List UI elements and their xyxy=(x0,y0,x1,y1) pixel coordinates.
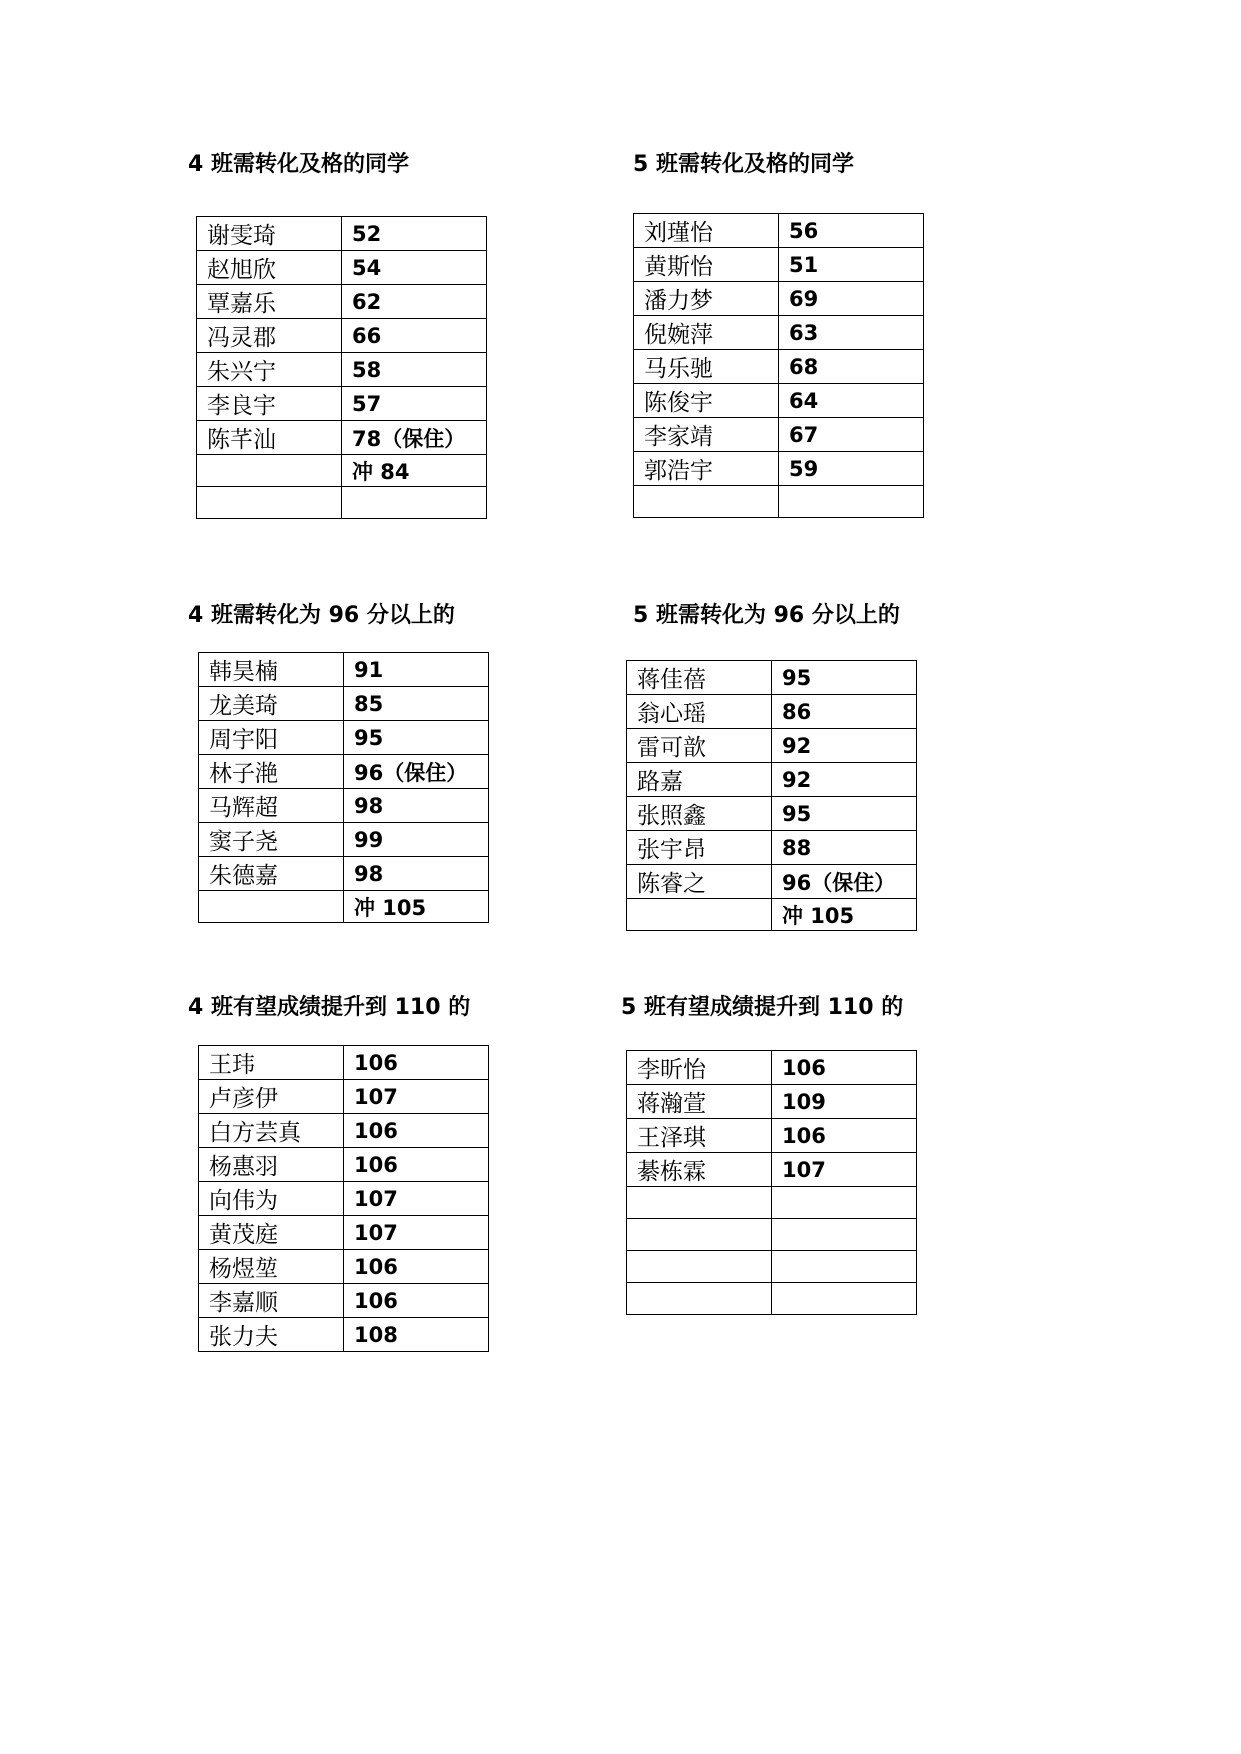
table-row xyxy=(627,763,917,797)
table-row xyxy=(199,721,489,755)
student-name: 陈俊宇 xyxy=(634,384,779,418)
student-score: 106 xyxy=(772,1051,917,1085)
table-row xyxy=(627,1153,917,1187)
student-score: 95 xyxy=(772,661,917,695)
table-row xyxy=(199,1114,489,1148)
student-score: 冲 105 xyxy=(344,891,489,923)
table-row xyxy=(197,319,487,353)
table-row xyxy=(199,1080,489,1114)
student-score: 67 xyxy=(779,418,924,452)
student-name: 李昕怡 xyxy=(627,1051,772,1085)
student-score: 56 xyxy=(779,214,924,248)
table-row xyxy=(627,1219,917,1251)
student-name: 覃嘉乐 xyxy=(197,285,342,319)
student-score: 69 xyxy=(779,282,924,316)
student-score: 59 xyxy=(779,452,924,486)
student-score: 106 xyxy=(344,1114,489,1148)
student-name xyxy=(627,1219,772,1251)
student-score: 106 xyxy=(344,1148,489,1182)
student-score xyxy=(772,1251,917,1283)
table-row xyxy=(634,350,924,384)
student-name: 李家靖 xyxy=(634,418,779,452)
table-row xyxy=(627,1119,917,1153)
student-name: 王泽琪 xyxy=(627,1119,772,1153)
student-score: 98 xyxy=(344,857,489,891)
student-name: 林子滟 xyxy=(199,755,344,789)
section-title-class5-96: 5 班需转化为 96 分以上的 xyxy=(633,603,900,628)
table-row xyxy=(627,797,917,831)
student-score xyxy=(772,1187,917,1219)
student-name: 雷可歆 xyxy=(627,729,772,763)
student-name: 窦子尧 xyxy=(199,823,344,857)
section-title-class4-pass: 4 班需转化及格的同学 xyxy=(188,152,409,177)
student-score: 106 xyxy=(344,1046,489,1080)
table-row xyxy=(627,1251,917,1283)
table-row xyxy=(627,865,917,899)
student-name: 张力夫 xyxy=(199,1318,344,1352)
student-score: 108 xyxy=(344,1318,489,1352)
table-row xyxy=(199,823,489,857)
student-score: 96（保住） xyxy=(772,865,917,899)
student-score: 107 xyxy=(344,1080,489,1114)
table-row xyxy=(627,1283,917,1315)
student-name xyxy=(197,455,342,487)
student-name: 卢彦伊 xyxy=(199,1080,344,1114)
student-name: 张宇昂 xyxy=(627,831,772,865)
table-row xyxy=(197,353,487,387)
table-row xyxy=(197,387,487,421)
table-row xyxy=(199,857,489,891)
table-row xyxy=(199,789,489,823)
student-name: 倪婉萍 xyxy=(634,316,779,350)
student-score: 106 xyxy=(344,1284,489,1318)
table-row xyxy=(199,1250,489,1284)
student-score: 52 xyxy=(342,217,487,251)
section-title-class4-110: 4 班有望成绩提升到 110 的 xyxy=(188,995,471,1020)
table-row xyxy=(634,418,924,452)
student-score: 78（保住） xyxy=(342,421,487,455)
table-row xyxy=(634,214,924,248)
table-row xyxy=(634,282,924,316)
student-name xyxy=(199,891,344,923)
student-name: 杨煜堃 xyxy=(199,1250,344,1284)
table-row xyxy=(197,285,487,319)
student-score: 68 xyxy=(779,350,924,384)
table-class5-110 xyxy=(626,1050,917,1315)
student-name: 白方芸真 xyxy=(199,1114,344,1148)
section-title-class5-110: 5 班有望成绩提升到 110 的 xyxy=(621,995,904,1020)
student-name: 冯灵郡 xyxy=(197,319,342,353)
student-score: 91 xyxy=(344,653,489,687)
student-name xyxy=(627,1283,772,1315)
student-name xyxy=(627,899,772,931)
student-score: 85 xyxy=(344,687,489,721)
table-row xyxy=(627,695,917,729)
student-name: 赵旭欣 xyxy=(197,251,342,285)
student-score xyxy=(779,486,924,518)
student-score: 98 xyxy=(344,789,489,823)
student-score: 107 xyxy=(772,1153,917,1187)
table-row xyxy=(634,316,924,350)
student-score: 63 xyxy=(779,316,924,350)
student-name xyxy=(627,1251,772,1283)
student-score: 95 xyxy=(344,721,489,755)
table-row xyxy=(199,1046,489,1080)
table-row xyxy=(197,217,487,251)
table-row xyxy=(627,661,917,695)
table-row xyxy=(634,486,924,518)
student-score: 62 xyxy=(342,285,487,319)
student-name: 马乐驰 xyxy=(634,350,779,384)
student-name: 李嘉顺 xyxy=(199,1284,344,1318)
student-score: 107 xyxy=(344,1182,489,1216)
student-score: 51 xyxy=(779,248,924,282)
student-score: 86 xyxy=(772,695,917,729)
student-name xyxy=(197,487,342,519)
table-row xyxy=(199,755,489,789)
table-row xyxy=(199,891,489,923)
student-score: 107 xyxy=(344,1216,489,1250)
student-name: 綦栋霖 xyxy=(627,1153,772,1187)
student-score: 57 xyxy=(342,387,487,421)
student-name: 刘瑾怡 xyxy=(634,214,779,248)
student-name: 陈睿之 xyxy=(627,865,772,899)
table-row xyxy=(199,1182,489,1216)
student-name: 龙美琦 xyxy=(199,687,344,721)
table-row xyxy=(634,384,924,418)
table-row xyxy=(634,452,924,486)
table-row xyxy=(199,653,489,687)
table-row xyxy=(197,487,487,519)
student-name xyxy=(634,486,779,518)
section-title-class4-96: 4 班需转化为 96 分以上的 xyxy=(188,603,455,628)
student-score xyxy=(772,1283,917,1315)
student-name: 杨惠羽 xyxy=(199,1148,344,1182)
student-name: 谢雯琦 xyxy=(197,217,342,251)
section-title-class5-pass: 5 班需转化及格的同学 xyxy=(633,152,854,177)
student-name: 周宇阳 xyxy=(199,721,344,755)
student-score: 106 xyxy=(772,1119,917,1153)
student-score: 66 xyxy=(342,319,487,353)
student-score: 95 xyxy=(772,797,917,831)
student-name: 路嘉 xyxy=(627,763,772,797)
table-row xyxy=(199,687,489,721)
student-name: 郭浩宇 xyxy=(634,452,779,486)
student-score: 58 xyxy=(342,353,487,387)
student-name: 韩昊楠 xyxy=(199,653,344,687)
table-class4-96 xyxy=(198,652,489,923)
student-name: 李良宇 xyxy=(197,387,342,421)
student-score: 92 xyxy=(772,763,917,797)
table-row xyxy=(199,1148,489,1182)
student-name: 蒋佳蓓 xyxy=(627,661,772,695)
student-name: 朱兴宁 xyxy=(197,353,342,387)
student-name: 朱德嘉 xyxy=(199,857,344,891)
student-score xyxy=(772,1219,917,1251)
student-score: 54 xyxy=(342,251,487,285)
student-name: 黄茂庭 xyxy=(199,1216,344,1250)
table-row xyxy=(627,1051,917,1085)
table-class4-pass xyxy=(196,216,487,519)
student-score: 106 xyxy=(344,1250,489,1284)
table-row xyxy=(197,455,487,487)
student-score xyxy=(342,487,487,519)
table-row xyxy=(627,729,917,763)
table-row xyxy=(199,1216,489,1250)
table-row xyxy=(627,899,917,931)
student-name: 向伟为 xyxy=(199,1182,344,1216)
student-score: 64 xyxy=(779,384,924,418)
student-name xyxy=(627,1187,772,1219)
table-row xyxy=(634,248,924,282)
table-row xyxy=(627,1085,917,1119)
student-score: 88 xyxy=(772,831,917,865)
table-row xyxy=(199,1284,489,1318)
table-class5-pass xyxy=(633,213,924,518)
table-class4-110 xyxy=(198,1045,489,1352)
table-class5-96 xyxy=(626,660,917,931)
student-name: 王玮 xyxy=(199,1046,344,1080)
student-name: 马辉超 xyxy=(199,789,344,823)
table-row xyxy=(627,831,917,865)
table-row xyxy=(197,251,487,285)
student-score: 96（保住） xyxy=(344,755,489,789)
student-name: 陈芊汕 xyxy=(197,421,342,455)
student-name: 潘力梦 xyxy=(634,282,779,316)
student-score: 99 xyxy=(344,823,489,857)
student-score: 冲 84 xyxy=(342,455,487,487)
student-score: 109 xyxy=(772,1085,917,1119)
student-name: 张照鑫 xyxy=(627,797,772,831)
table-row xyxy=(199,1318,489,1352)
table-row xyxy=(197,421,487,455)
student-name: 黄斯怡 xyxy=(634,248,779,282)
table-row xyxy=(627,1187,917,1219)
student-score: 92 xyxy=(772,729,917,763)
student-name: 蒋瀚萱 xyxy=(627,1085,772,1119)
student-name: 翁心瑶 xyxy=(627,695,772,729)
student-score: 冲 105 xyxy=(772,899,917,931)
